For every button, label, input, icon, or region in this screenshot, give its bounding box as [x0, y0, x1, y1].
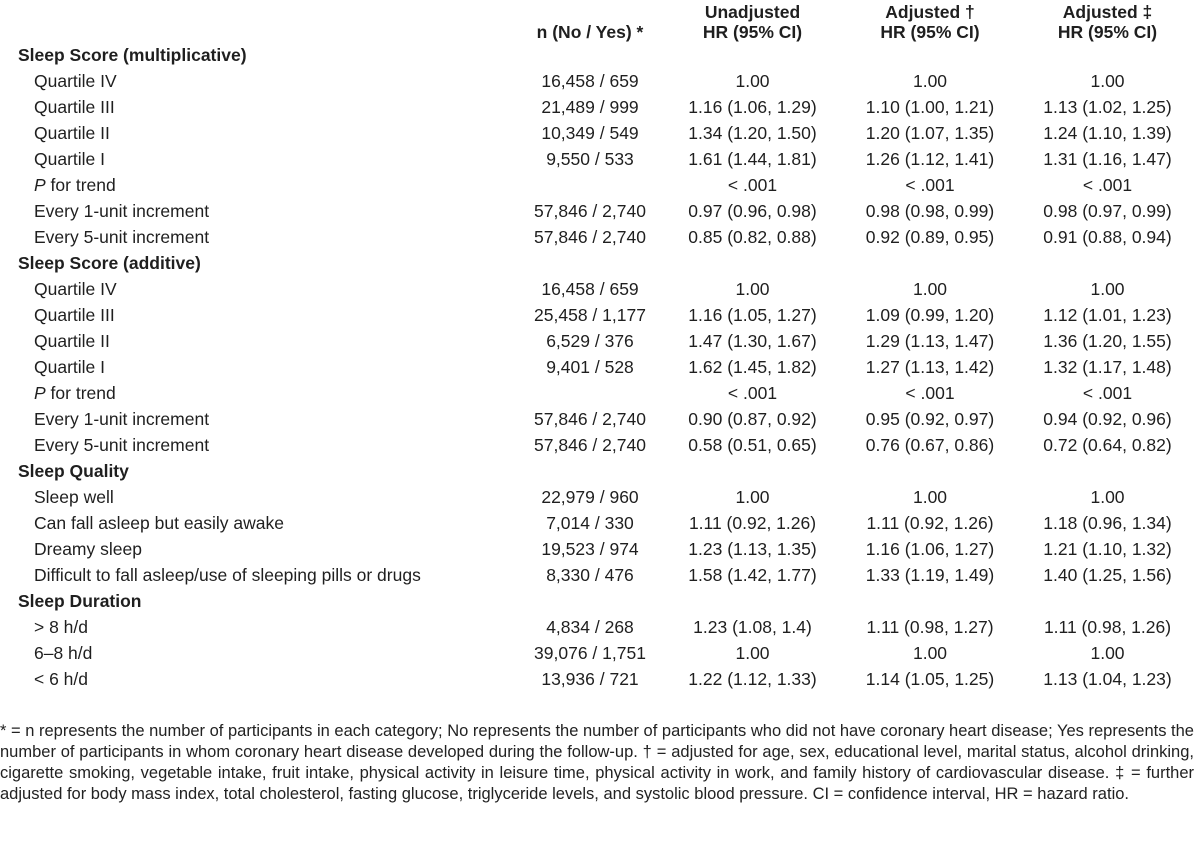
- cell-adjusted-2: 1.18 (0.96, 1.34): [1043, 513, 1172, 533]
- section-title: Sleep Score (additive): [18, 253, 201, 273]
- row-label: [0, 380, 520, 406]
- table-row: [0, 172, 1200, 198]
- cell-adjusted-2: 1.00: [1090, 71, 1125, 91]
- table-footnote: * = n represents the number of participants in each category; No represents the number of participants who did not have coronary heart disease; Yes represents the number of participants in whom coronary heart disease developed during the follow-up. † = adjusted for age, sex, educational level, marital status, alcohol drinking, cigarette smoking, vegetable intake, fruit intake, physical activity in leisure time, physical activity in work, and family history of cardiovascular disease. ‡ = further adjusted for body mass index, total cholesterol, fasting glucose, triglyceride levels, and systolic blood pressure. CI = confidence interval, HR = hazard ratio.: [0, 722, 1194, 803]
- table-row: [0, 198, 1200, 224]
- header-unadjusted-top: Unadjusted: [704, 2, 801, 22]
- cell-n: [520, 380, 660, 406]
- cell-adjusted-1: 1.00: [912, 487, 948, 507]
- table-row: [0, 276, 1200, 302]
- row-label: Quartile I: [34, 149, 105, 169]
- cell-adjusted-2: 1.13 (1.04, 1.23): [1043, 669, 1172, 689]
- cell-n: 8,330 / 476: [546, 565, 634, 585]
- table-row: [0, 68, 1200, 94]
- cell-adjusted-2: 0.91 (0.88, 0.94): [1043, 227, 1172, 247]
- cell-adjusted-1: 0.95 (0.92, 0.97): [865, 409, 995, 429]
- cell-unadjusted: 0.85 (0.82, 0.88): [688, 227, 817, 247]
- cell-adjusted-2: 1.24 (1.10, 1.39): [1043, 123, 1172, 143]
- cell-unadjusted: 1.34 (1.20, 1.50): [688, 123, 817, 143]
- cell-n: 25,458 / 1,177: [534, 305, 646, 325]
- header-n: [520, 0, 660, 42]
- table-row: [0, 432, 1200, 458]
- cell-unadjusted: 1.58 (1.42, 1.77): [688, 565, 817, 585]
- section-header-row: [0, 250, 1200, 276]
- table-row: [0, 614, 1200, 640]
- cell-n: 9,550 / 533: [546, 149, 634, 169]
- row-label: Quartile III: [34, 97, 115, 117]
- cell-unadjusted: 1.16 (1.05, 1.27): [688, 305, 817, 325]
- table-row: [0, 406, 1200, 432]
- cell-adjusted-1: 1.16 (1.06, 1.27): [865, 539, 995, 559]
- cell-n: [520, 172, 660, 198]
- cell-unadjusted: 1.23 (1.08, 1.4): [693, 617, 812, 637]
- table-row: [0, 666, 1200, 692]
- row-label: Can fall asleep but easily awake: [34, 513, 285, 533]
- cell-adjusted-1: 1.14 (1.05, 1.25): [865, 669, 995, 689]
- row-label: Dreamy sleep: [34, 539, 142, 559]
- cell-unadjusted: 1.00: [735, 487, 770, 507]
- cell-n: 39,076 / 1,751: [534, 643, 646, 663]
- cell-adjusted-1: < .001: [905, 175, 955, 195]
- cell-adjusted-2: 1.40 (1.25, 1.56): [1043, 565, 1172, 585]
- cell-adjusted-2: 1.31 (1.16, 1.47): [1043, 149, 1172, 169]
- table-row: [0, 510, 1200, 536]
- cell-n: 10,349 / 549: [541, 123, 639, 143]
- table-body: [0, 42, 1200, 692]
- section-header-row: [0, 588, 1200, 614]
- row-label: Sleep well: [34, 487, 114, 507]
- cell-adjusted-2: 0.98 (0.97, 0.99): [1043, 201, 1172, 221]
- cell-adjusted-1: 1.00: [912, 71, 948, 91]
- cell-adjusted-2: 0.94 (0.92, 0.96): [1043, 409, 1172, 429]
- header-adjusted-1-top: Adjusted †: [885, 2, 975, 22]
- section-title: Sleep Quality: [18, 461, 129, 481]
- cell-n: 6,529 / 376: [546, 331, 634, 351]
- cell-n: 22,979 / 960: [541, 487, 639, 507]
- section-title: Sleep Duration: [18, 591, 142, 611]
- cell-unadjusted: 1.47 (1.30, 1.67): [688, 331, 817, 351]
- cell-adjusted-1: 1.00: [912, 279, 948, 299]
- section-header-row: [0, 42, 1200, 68]
- cell-unadjusted: 1.00: [735, 279, 770, 299]
- header-adjusted-2-top: Adjusted ‡: [1062, 2, 1153, 22]
- cell-adjusted-2: 1.00: [1090, 279, 1125, 299]
- section-header-row: [0, 458, 1200, 484]
- cell-unadjusted: 1.62 (1.45, 1.82): [688, 357, 817, 377]
- p-label-rest: for trend: [45, 383, 116, 403]
- cell-adjusted-2: < .001: [1082, 175, 1133, 195]
- cell-unadjusted: < .001: [727, 383, 778, 403]
- cell-n: 19,523 / 974: [541, 539, 639, 559]
- header-blank: [0, 0, 520, 42]
- row-label: Quartile I: [34, 357, 105, 377]
- table-row: [0, 380, 1200, 406]
- cell-n: 4,834 / 268: [546, 617, 634, 637]
- row-label: Quartile IV: [34, 71, 117, 91]
- cell-n: 57,846 / 2,740: [534, 409, 646, 429]
- cell-n: 9,401 / 528: [546, 357, 634, 377]
- row-label: Difficult to fall asleep/use of sleeping pills or drugs: [34, 565, 421, 585]
- table-row: [0, 120, 1200, 146]
- cell-adjusted-1: 0.98 (0.98, 0.99): [865, 201, 995, 221]
- cell-n: 7,014 / 330: [546, 513, 634, 533]
- header-adjusted-2-bottom: HR (95% CI): [1057, 22, 1158, 42]
- cell-adjusted-2: 1.21 (1.10, 1.32): [1043, 539, 1172, 559]
- cell-unadjusted: 1.61 (1.44, 1.81): [688, 149, 817, 169]
- row-label: Quartile II: [34, 123, 110, 143]
- cell-adjusted-2: 1.32 (1.17, 1.48): [1043, 357, 1172, 377]
- cell-adjusted-2: 0.72 (0.64, 0.82): [1043, 435, 1172, 455]
- row-label: 6–8 h/d: [34, 643, 93, 663]
- cell-adjusted-2: 1.13 (1.02, 1.25): [1043, 97, 1172, 117]
- cell-unadjusted: 0.58 (0.51, 0.65): [688, 435, 817, 455]
- cell-adjusted-2: 1.12 (1.01, 1.23): [1043, 305, 1172, 325]
- cell-adjusted-1: 1.11 (0.98, 1.27): [866, 617, 994, 637]
- p-symbol: P: [34, 175, 46, 195]
- p-label-rest: for trend: [45, 175, 116, 195]
- section-title: Sleep Score (multiplicative): [18, 45, 247, 65]
- cell-adjusted-2: 1.11 (0.98, 1.26): [1043, 617, 1172, 637]
- cell-adjusted-1: 1.09 (0.99, 1.20): [865, 305, 995, 325]
- table-header-row: [0, 0, 1200, 42]
- cell-adjusted-1: 1.29 (1.13, 1.47): [865, 331, 995, 351]
- table-row: [0, 640, 1200, 666]
- cell-n: 57,846 / 2,740: [534, 227, 646, 247]
- table-row: [0, 146, 1200, 172]
- cell-adjusted-2: 1.00: [1090, 643, 1125, 663]
- cell-n: 16,458 / 659: [541, 279, 639, 299]
- cell-unadjusted: 0.97 (0.96, 0.98): [688, 201, 817, 221]
- row-label: < 6 h/d: [34, 669, 89, 689]
- table-row: [0, 536, 1200, 562]
- row-label: > 8 h/d: [34, 617, 89, 637]
- cell-unadjusted: 1.22 (1.12, 1.33): [688, 669, 817, 689]
- cell-unadjusted: 1.00: [735, 71, 770, 91]
- header-adjusted-1-bottom: HR (95% CI): [880, 22, 980, 42]
- cell-adjusted-1: < .001: [905, 383, 955, 403]
- header-unadjusted-bottom: HR (95% CI): [702, 22, 803, 42]
- row-label: Every 5-unit increment: [34, 227, 210, 247]
- table-row: [0, 302, 1200, 328]
- row-label: Quartile III: [34, 305, 115, 325]
- cell-adjusted-2: < .001: [1082, 383, 1133, 403]
- cell-n: 57,846 / 2,740: [534, 201, 646, 221]
- header-adjusted-1: [845, 0, 1015, 42]
- cell-adjusted-1: 1.10 (1.00, 1.21): [865, 97, 995, 117]
- cell-adjusted-1: 1.33 (1.19, 1.49): [865, 565, 995, 585]
- table-row: [0, 354, 1200, 380]
- header-adjusted-2: [1015, 0, 1200, 42]
- row-label: [0, 172, 520, 198]
- cell-unadjusted: 1.23 (1.13, 1.35): [688, 539, 817, 559]
- cell-n: 21,489 / 999: [541, 97, 639, 117]
- cell-adjusted-1: 1.27 (1.13, 1.42): [865, 357, 995, 377]
- cell-unadjusted: < .001: [727, 175, 778, 195]
- table-row: [0, 328, 1200, 354]
- cell-n: 16,458 / 659: [541, 71, 639, 91]
- table-row: [0, 94, 1200, 120]
- cell-adjusted-1: 0.92 (0.89, 0.95): [865, 227, 995, 247]
- cell-unadjusted: 1.16 (1.06, 1.29): [688, 97, 817, 117]
- cell-adjusted-1: 1.20 (1.07, 1.35): [865, 123, 995, 143]
- p-symbol: P: [34, 383, 46, 403]
- row-label: Every 1-unit increment: [34, 201, 210, 221]
- row-label: Quartile IV: [34, 279, 117, 299]
- cell-unadjusted: 1.00: [735, 643, 770, 663]
- header-n-label: n (No / Yes) *: [536, 22, 644, 42]
- row-label: Every 1-unit increment: [34, 409, 210, 429]
- cell-adjusted-1: 1.11 (0.92, 1.26): [866, 513, 994, 533]
- row-label: Every 5-unit increment: [34, 435, 210, 455]
- cell-adjusted-2: 1.00: [1090, 487, 1125, 507]
- cell-unadjusted: 1.11 (0.92, 1.26): [688, 513, 817, 533]
- cell-adjusted-1: 1.26 (1.12, 1.41): [865, 149, 995, 169]
- table-row: [0, 484, 1200, 510]
- cell-adjusted-1: 0.76 (0.67, 0.86): [865, 435, 995, 455]
- header-unadjusted: [660, 0, 845, 42]
- table-row: [0, 224, 1200, 250]
- cell-unadjusted: 0.90 (0.87, 0.92): [688, 409, 817, 429]
- cell-adjusted-1: 1.00: [912, 643, 948, 663]
- cell-adjusted-2: 1.36 (1.20, 1.55): [1043, 331, 1172, 351]
- row-label: Quartile II: [34, 331, 110, 351]
- cell-n: 13,936 / 721: [541, 669, 639, 689]
- table-row: [0, 562, 1200, 588]
- cell-n: 57,846 / 2,740: [534, 435, 646, 455]
